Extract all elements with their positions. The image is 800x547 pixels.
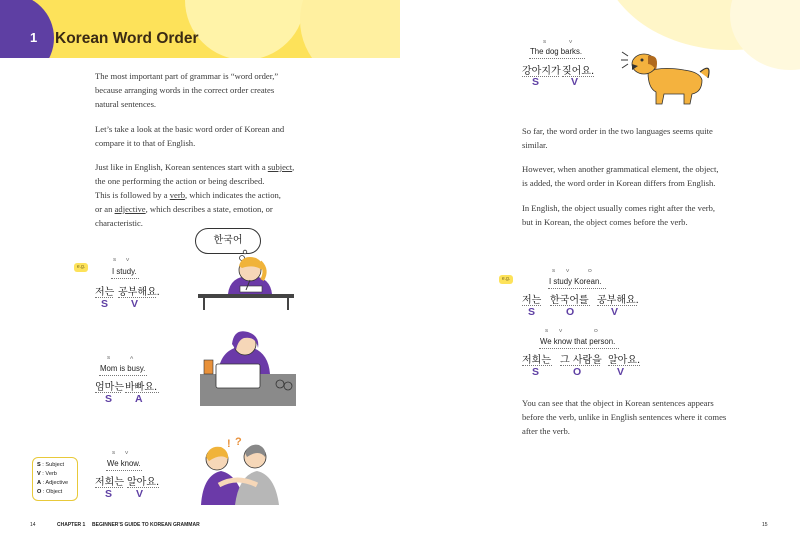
mini-tag: O <box>594 329 598 334</box>
mini-tag: O <box>588 269 592 274</box>
page-title: Korean Word Order <box>55 30 199 47</box>
mini-tag: V <box>125 451 129 456</box>
mini-tag: S <box>112 451 116 456</box>
english-sentence: I study. <box>112 267 137 276</box>
section-number: 1 <box>30 30 38 45</box>
page-number-left: 14 <box>30 522 36 528</box>
eg-badge: e.g. <box>499 275 513 284</box>
role-tag: V <box>136 488 144 500</box>
legend-item: V : Verb <box>37 471 57 477</box>
thought-bubble: 한국어 <box>195 228 261 254</box>
role-tag: S <box>532 366 540 378</box>
role-tag: V <box>571 76 579 88</box>
korean-word: 짖어요. <box>562 66 595 77</box>
korean-word: 저희는 <box>522 355 551 366</box>
role-tag: O <box>573 366 582 378</box>
role-tag: V <box>131 298 139 310</box>
header-decor <box>185 0 305 58</box>
order-paragraph: In English, the object usually comes right after the verb, but in Korean, the object comes before the verb. <box>522 203 716 227</box>
korean-word: 강아지가 <box>522 66 561 77</box>
english-sentence: We know that person. <box>540 337 616 346</box>
term-subject: subject <box>267 162 293 172</box>
korean-word: 바빠요. <box>125 382 158 393</box>
dog-icon <box>620 44 716 108</box>
role-tag: O <box>566 306 575 318</box>
role-tag: A <box>135 393 143 405</box>
english-sentence: We know. <box>107 459 141 468</box>
mini-tag: S <box>107 356 111 361</box>
chapter-header <box>0 0 400 58</box>
student-illustration <box>190 250 300 330</box>
korean-word: 그 사람을 <box>560 355 602 366</box>
korean-word: 한국어를 <box>550 295 589 306</box>
footer-book-title: BEGINNER’S GUIDE TO KOREAN GRAMMAR <box>92 522 200 528</box>
role-tag: S <box>105 488 113 500</box>
page-number-right: 15 <box>762 522 768 528</box>
korean-word: 공부해요. <box>597 295 639 306</box>
korean-word: 엄마는 <box>95 382 124 393</box>
legend-item: A : Adjective <box>37 480 69 486</box>
korean-word: 저는 <box>522 295 542 306</box>
role-tag: V <box>617 366 625 378</box>
legend-box <box>32 457 78 501</box>
object-paragraph: However, when another grammatical element, the object, is added, the word order in Korean differs from English. <box>522 164 719 188</box>
intro-paragraph: The most important part of grammar is “word order,” because arranging words in the correct order creates natural sentences. <box>95 71 279 109</box>
mom-laptop-illustration <box>198 330 308 410</box>
conclusion-paragraph: You can see that the object in Korean sentences appears before the verb, unlike in English sentences where it comes after the verb. <box>522 398 727 436</box>
korean-word: 알아요. <box>127 477 160 488</box>
svg-text:?: ? <box>235 436 242 448</box>
mini-tag: V <box>126 258 130 263</box>
role-tag: S <box>101 298 109 310</box>
legend-item: O : Object <box>37 489 63 495</box>
role-tag: S <box>105 393 113 405</box>
english-sentence: I study Korean. <box>549 277 602 286</box>
mini-tag: S <box>552 269 556 274</box>
hugging-couple-illustration <box>195 435 285 515</box>
english-sentence: The dog barks. <box>530 47 583 56</box>
term-adjective: adjective <box>114 204 146 214</box>
role-tag: S <box>532 76 540 88</box>
legend-item: S : Subject <box>37 462 65 468</box>
mini-tag: V <box>559 329 563 334</box>
eg-badge: e.g. <box>74 263 88 272</box>
english-sentence: Mom is busy. <box>100 364 146 373</box>
mini-tag: A <box>130 356 134 361</box>
mini-tag: S <box>113 258 117 263</box>
header-decor <box>300 0 400 58</box>
mini-tag: S <box>545 329 549 334</box>
mini-tag: V <box>566 269 570 274</box>
role-tag: V <box>611 306 619 318</box>
svg-text:!: ! <box>227 438 231 450</box>
compare-paragraph: Let’s take a look at the basic word order of Korean and compare it to that of English. <box>95 124 285 148</box>
definition-paragraph: Just like in English, Korean sentences start with a subject, the one performing the action or being described. This is followed by a verb, which indicates the action, or an adjective, which describes a state, emotion, or characteristic. <box>95 162 295 228</box>
mini-tag: V <box>569 40 573 45</box>
role-tag: S <box>528 306 536 318</box>
footer-chapter: CHAPTER 1 <box>57 522 86 528</box>
korean-word: 저는 <box>95 287 115 298</box>
page-decor <box>730 0 800 70</box>
korean-word: 공부해요. <box>118 287 160 298</box>
term-verb: verb <box>169 190 185 200</box>
right-page <box>400 0 800 547</box>
mini-tag: S <box>543 40 547 45</box>
similar-paragraph: So far, the word order in the two languages seems quite similar. <box>522 126 713 150</box>
korean-word: 알아요. <box>608 355 641 366</box>
korean-word: 저희는 <box>95 477 124 488</box>
section-number-circle <box>0 0 54 58</box>
